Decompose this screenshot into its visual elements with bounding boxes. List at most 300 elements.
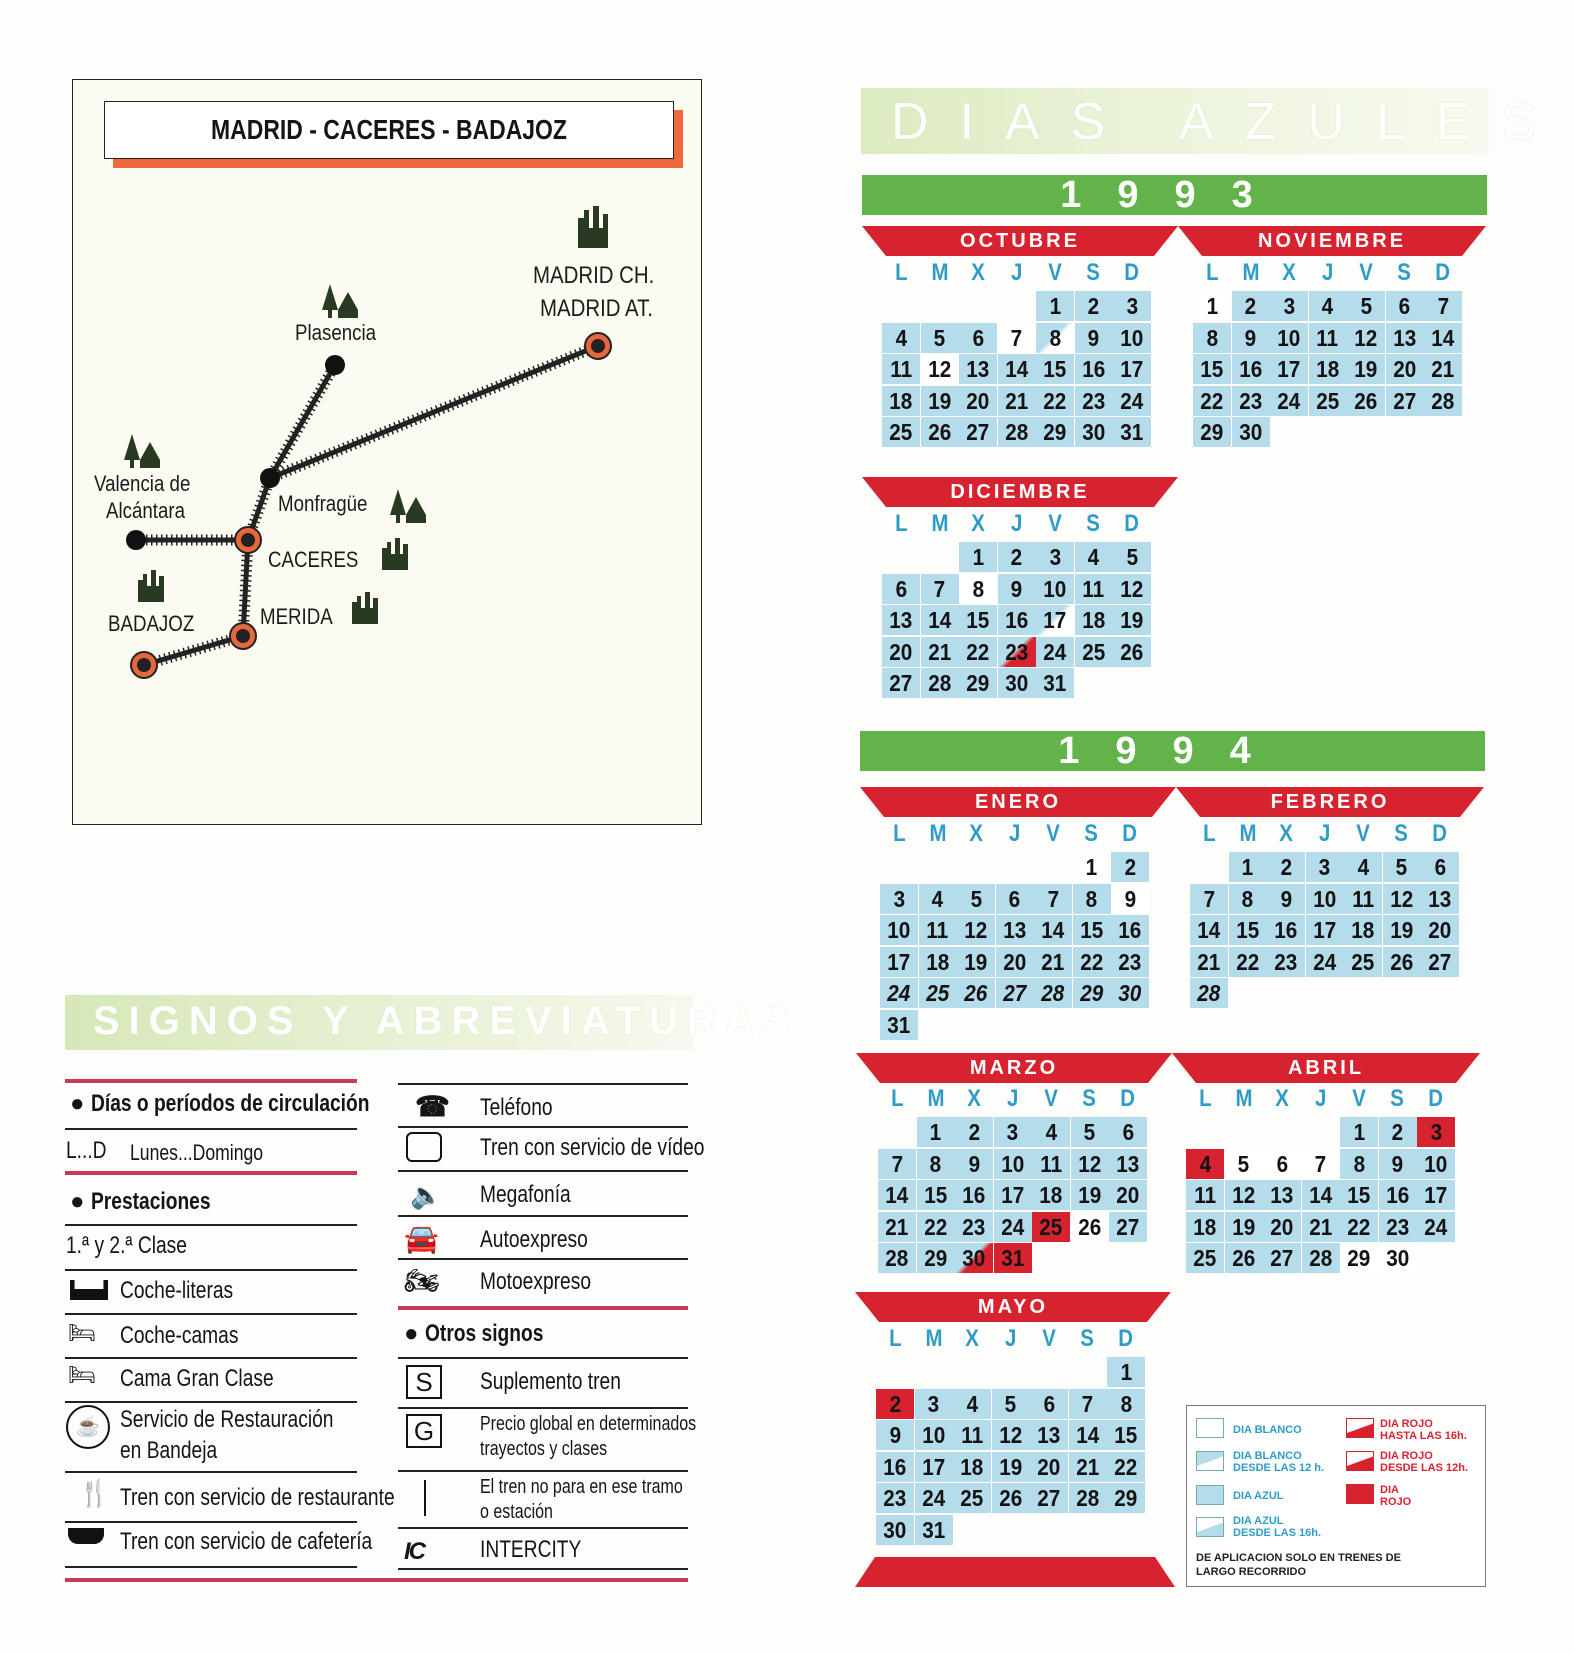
day-cell: 1 <box>1340 1117 1378 1147</box>
place-badajoz: BADAJOZ <box>108 611 195 636</box>
day-cell: 31 <box>880 1010 918 1040</box>
day-cell: 15 <box>959 605 997 635</box>
day-cell: 16 <box>876 1452 914 1482</box>
day-cell: 20 <box>959 386 997 416</box>
row-no-para: El tren no para en ese tramo <box>480 1476 683 1498</box>
weekday-header: L <box>894 510 908 537</box>
month-abril: ABRIL <box>1172 1053 1480 1083</box>
place-valencia: Valencia de <box>94 471 191 496</box>
day-cell: 21 <box>1034 947 1072 977</box>
day-cell: 2 <box>1379 1117 1417 1147</box>
day-cell: 24 <box>1417 1212 1455 1242</box>
day-cell: 19 <box>921 386 959 416</box>
row-literas: Coche-literas <box>120 1277 234 1304</box>
day-cell: 4 <box>1344 852 1382 882</box>
day-cell: 21 <box>998 386 1036 416</box>
day-cell: 7 <box>1424 291 1462 321</box>
day-cell: 2 <box>1075 291 1113 321</box>
day-cell: 13 <box>882 605 920 635</box>
weekday-header: D <box>1122 820 1138 847</box>
day-cell: 12 <box>1113 574 1151 604</box>
weekday-header: J <box>1008 820 1021 847</box>
day-cell: 28 <box>998 417 1036 447</box>
day-cell: 4 <box>919 884 957 914</box>
speaker-icon: 🔈 <box>410 1180 443 1210</box>
day-cell: 5 <box>992 1389 1030 1419</box>
weekday-header: M <box>929 820 946 847</box>
row-intercity: INTERCITY <box>480 1536 582 1563</box>
day-cell: 20 <box>1109 1180 1147 1210</box>
day-cell: 15 <box>1340 1180 1378 1210</box>
day-cell: 9 <box>1379 1149 1417 1179</box>
day-cell: 21 <box>1302 1212 1340 1242</box>
day-cell: 7 <box>1069 1389 1107 1419</box>
day-cell: 26 <box>921 417 959 447</box>
day-cell: 5 <box>957 884 995 914</box>
place-plasencia: Plasencia <box>295 320 377 345</box>
row-restaurante: Tren con servicio de restaurante <box>120 1484 395 1511</box>
day-cell: 31 <box>1113 417 1151 447</box>
weekday-header: S <box>1394 820 1409 847</box>
day-cell: 13 <box>1109 1149 1147 1179</box>
day-cell: 15 <box>1073 915 1111 945</box>
day-cell: 24 <box>994 1212 1032 1242</box>
weekday-header: V <box>1046 820 1060 847</box>
day-cell: 17 <box>1036 605 1074 635</box>
day-cell: 27 <box>882 668 920 698</box>
tray-service-icon: ☕ <box>66 1405 110 1449</box>
signos-title: SIGNOS Y ABREVIATURAS <box>65 995 693 1050</box>
row-telefono: Teléfono <box>480 1094 553 1121</box>
weekday-header: J <box>1010 259 1023 286</box>
day-cell: 14 <box>1069 1420 1107 1450</box>
weekday-header: S <box>1086 259 1101 286</box>
day-cell: 9 <box>955 1149 993 1179</box>
day-cell: 14 <box>1190 915 1228 945</box>
day-cell: 5 <box>1225 1149 1263 1179</box>
weekday-header: L <box>892 820 906 847</box>
day-cell: 6 <box>959 323 997 353</box>
day-cell: 6 <box>1030 1389 1068 1419</box>
weekday-header: V <box>1356 820 1370 847</box>
row-clase: 1.ª y 2.ª Clase <box>66 1232 187 1259</box>
weekday-header: S <box>1084 820 1099 847</box>
weekday-header: L <box>1205 259 1219 286</box>
day-cell: 8 <box>1340 1149 1378 1179</box>
day-cell: 29 <box>1107 1483 1145 1513</box>
day-cell: 11 <box>1032 1149 1070 1179</box>
swatch-rojo <box>1346 1484 1374 1504</box>
weekday-header: X <box>1279 820 1293 847</box>
weekday-header: J <box>1010 510 1023 537</box>
day-cell: 3 <box>1306 852 1344 882</box>
day-cell: 16 <box>1267 915 1305 945</box>
day-cell: 18 <box>1309 354 1347 384</box>
restaurant-icon: 🍴 <box>78 1478 111 1508</box>
day-cell: 27 <box>1421 947 1459 977</box>
day-cell: 20 <box>1386 354 1424 384</box>
day-cell: 22 <box>1229 947 1267 977</box>
day-cell: 28 <box>1034 978 1072 1008</box>
day-cell: 14 <box>1302 1180 1340 1210</box>
day-cell: 26 <box>992 1483 1030 1513</box>
day-cell: 26 <box>957 978 995 1008</box>
swatch-blanco-12 <box>1196 1451 1224 1471</box>
day-cell: 17 <box>1113 354 1151 384</box>
day-cell: 18 <box>1032 1180 1070 1210</box>
weekday-header: D <box>1118 1325 1134 1352</box>
day-cell: 7 <box>998 323 1036 353</box>
month-mayo: MAYO <box>855 1292 1171 1322</box>
day-cell: 12 <box>1383 884 1421 914</box>
day-cell: 17 <box>1270 354 1308 384</box>
day-cell: 14 <box>921 605 959 635</box>
day-cell: 11 <box>919 915 957 945</box>
day-cell: 22 <box>959 637 997 667</box>
year-1994: 1994 <box>860 731 1485 771</box>
day-cell: 25 <box>882 417 920 447</box>
day-cell: 25 <box>1344 947 1382 977</box>
day-cell: 7 <box>878 1149 916 1179</box>
day-cell: 25 <box>1309 386 1347 416</box>
weekday-header: J <box>1006 1085 1019 1112</box>
weekday-header: X <box>971 510 985 537</box>
day-cell: 25 <box>953 1483 991 1513</box>
day-cell: 26 <box>1347 386 1385 416</box>
day-cell: 19 <box>1383 915 1421 945</box>
day-cell: 30 <box>876 1515 914 1545</box>
day-cell: 29 <box>1340 1243 1378 1273</box>
day-cell: 29 <box>1036 417 1074 447</box>
day-cell: 2 <box>955 1117 993 1147</box>
row-lunes: L...D <box>66 1137 107 1164</box>
day-cell: 15 <box>1229 915 1267 945</box>
day-cell: 28 <box>1069 1483 1107 1513</box>
day-cell: 19 <box>1225 1212 1263 1242</box>
day-cell: 26 <box>1113 637 1151 667</box>
day-cell: 1 <box>1073 852 1111 882</box>
day-cell: 14 <box>878 1180 916 1210</box>
day-cell: 15 <box>917 1180 955 1210</box>
day-cell: 18 <box>1344 915 1382 945</box>
weekday-header: V <box>1044 1085 1058 1112</box>
weekday-header: X <box>965 1325 979 1352</box>
day-cell: 22 <box>1107 1452 1145 1482</box>
weekday-header: M <box>1242 259 1259 286</box>
day-cell: 9 <box>876 1420 914 1450</box>
day-cell: 25 <box>1186 1243 1224 1273</box>
day-cell: 6 <box>1109 1117 1147 1147</box>
weekday-header: V <box>1352 1085 1366 1112</box>
day-cell: 21 <box>921 637 959 667</box>
day-cell: 18 <box>882 386 920 416</box>
sleeping-car-icon: 🛏 <box>68 1320 96 1345</box>
day-cell: 11 <box>1186 1180 1224 1210</box>
day-cell: 6 <box>882 574 920 604</box>
row-suplemento: Suplemento tren <box>480 1368 621 1395</box>
day-cell: 16 <box>998 605 1036 635</box>
day-cell: 3 <box>1036 542 1074 572</box>
day-cell: 28 <box>1190 978 1228 1008</box>
day-cell: 19 <box>957 947 995 977</box>
weekday-header: D <box>1120 1085 1136 1112</box>
weekday-header: X <box>969 820 983 847</box>
legend-note: DE APLICACION SOLO EN TRENES DE <box>1196 1552 1401 1564</box>
day-cell: 2 <box>1232 291 1270 321</box>
day-cell: 8 <box>1073 884 1111 914</box>
cafeteria-icon <box>68 1528 104 1544</box>
day-cell: 4 <box>1186 1149 1224 1179</box>
day-cell: 14 <box>1424 323 1462 353</box>
weekday-header: V <box>1048 510 1062 537</box>
day-cell: 1 <box>1229 852 1267 882</box>
day-cell: 7 <box>1302 1149 1340 1179</box>
weekday-header: S <box>1086 510 1101 537</box>
day-cell: 30 <box>1232 417 1270 447</box>
day-cell: 3 <box>915 1389 953 1419</box>
day-cell: 13 <box>1263 1180 1301 1210</box>
day-cell: 12 <box>1347 323 1385 353</box>
day-cell: 8 <box>1229 884 1267 914</box>
day-cell: 22 <box>1340 1212 1378 1242</box>
day-cell: 8 <box>1193 323 1231 353</box>
day-cell: 1 <box>1193 291 1231 321</box>
day-cell: 23 <box>1111 947 1149 977</box>
day-cell: 25 <box>919 978 957 1008</box>
row-autoexpreso: Autoexpreso <box>480 1226 588 1253</box>
day-cell: 23 <box>1379 1212 1417 1242</box>
day-cell: 27 <box>1109 1212 1147 1242</box>
day-cell: 20 <box>1030 1452 1068 1482</box>
day-cell: 8 <box>1036 323 1074 353</box>
day-cell: 1 <box>917 1117 955 1147</box>
place-madrid-at: MADRID AT. <box>540 295 653 322</box>
swatch-rojo-16 <box>1346 1418 1374 1438</box>
day-cell: 10 <box>1113 323 1151 353</box>
place-merida: MERIDA <box>260 604 333 629</box>
month-enero: ENERO <box>860 787 1176 817</box>
weekday-header: M <box>931 510 948 537</box>
day-cell: 2 <box>998 542 1036 572</box>
day-cell: 11 <box>882 354 920 384</box>
day-cell: 19 <box>1347 354 1385 384</box>
day-cell: 10 <box>1036 574 1074 604</box>
day-cell: 12 <box>992 1420 1030 1450</box>
row-video: Tren con servicio de vídeo <box>480 1134 705 1161</box>
day-cell: 6 <box>1386 291 1424 321</box>
day-cell: 23 <box>1075 386 1113 416</box>
day-cell: 28 <box>921 668 959 698</box>
intercity-icon: IC <box>404 1538 424 1565</box>
day-cell: 24 <box>880 978 918 1008</box>
day-cell: 6 <box>1263 1149 1301 1179</box>
day-cell: 17 <box>1417 1180 1455 1210</box>
day-cell: 18 <box>953 1452 991 1482</box>
day-cell: 27 <box>1386 386 1424 416</box>
day-cell: 5 <box>1113 542 1151 572</box>
day-cell: 5 <box>1347 291 1385 321</box>
day-cell: 22 <box>917 1212 955 1242</box>
day-cell: 18 <box>1075 605 1113 635</box>
weekday-header: X <box>1275 1085 1289 1112</box>
day-cell: 17 <box>880 947 918 977</box>
day-cell: 24 <box>1270 386 1308 416</box>
day-cell: 11 <box>953 1420 991 1450</box>
day-cell: 16 <box>1379 1180 1417 1210</box>
row-megafonia: Megafonía <box>480 1181 571 1208</box>
month-marzo: MARZO <box>856 1053 1172 1083</box>
row-gran-clase: Cama Gran Clase <box>120 1365 274 1392</box>
day-cell: 29 <box>1073 978 1111 1008</box>
day-cell: 20 <box>1421 915 1459 945</box>
day-cell: 8 <box>1107 1389 1145 1419</box>
day-cell: 21 <box>1069 1452 1107 1482</box>
row-precio: Precio global en determinados <box>480 1413 697 1435</box>
telephone-icon: ☎ <box>415 1091 450 1122</box>
day-cell: 3 <box>1270 291 1308 321</box>
weekday-header: J <box>1318 820 1331 847</box>
day-cell: 17 <box>915 1452 953 1482</box>
swatch-azul-16 <box>1196 1517 1224 1537</box>
weekday-header: S <box>1080 1325 1095 1352</box>
dias-azules-title: DIAS AZULES <box>861 88 1489 154</box>
day-cell: 6 <box>996 884 1034 914</box>
day-cell: 4 <box>1075 542 1113 572</box>
place-madrid-ch: MADRID CH. <box>533 262 655 289</box>
day-cell: 10 <box>1417 1149 1455 1179</box>
day-cell: 29 <box>959 668 997 698</box>
day-cell: 22 <box>1073 947 1111 977</box>
day-cell: 24 <box>1113 386 1151 416</box>
day-cell: 7 <box>1190 884 1228 914</box>
day-cell: 25 <box>1075 637 1113 667</box>
day-cell: 21 <box>878 1212 916 1242</box>
day-cell: 2 <box>1111 852 1149 882</box>
day-cell: 19 <box>1071 1180 1109 1210</box>
day-cell: 1 <box>1107 1357 1145 1387</box>
day-cell: 6 <box>1421 852 1459 882</box>
weekday-header: X <box>971 259 985 286</box>
couchette-icon <box>70 1280 108 1300</box>
day-cell: 28 <box>1302 1243 1340 1273</box>
day-cell: 29 <box>1193 417 1231 447</box>
day-cell: 15 <box>1036 354 1074 384</box>
day-cell: 22 <box>1036 386 1074 416</box>
day-cell: 16 <box>1111 915 1149 945</box>
day-cell: 27 <box>959 417 997 447</box>
day-cell: 7 <box>1034 884 1072 914</box>
weekday-header: L <box>1198 1085 1212 1112</box>
day-cell: 12 <box>921 354 959 384</box>
day-cell: 4 <box>882 323 920 353</box>
day-cell: 30 <box>1379 1243 1417 1273</box>
row-bandeja: Servicio de Restauración <box>120 1406 334 1433</box>
day-cell: 23 <box>876 1483 914 1513</box>
day-cell: 12 <box>1225 1180 1263 1210</box>
weekday-header: L <box>1202 820 1216 847</box>
heading-otros: ● Otros signos <box>404 1320 544 1347</box>
weekday-header: S <box>1390 1085 1405 1112</box>
day-cell: 2 <box>876 1389 914 1419</box>
motorbike-train-icon: 🏍 <box>404 1265 440 1296</box>
g-code: G <box>406 1414 442 1448</box>
weekday-header: L <box>894 259 908 286</box>
weekday-header: J <box>1004 1325 1017 1352</box>
day-cell: 8 <box>917 1149 955 1179</box>
month-noviembre: NOVIEMBRE <box>1178 226 1486 256</box>
day-cell: 15 <box>1107 1420 1145 1450</box>
weekday-header: S <box>1082 1085 1097 1112</box>
day-cell: 31 <box>1036 668 1074 698</box>
day-cell: 10 <box>994 1149 1032 1179</box>
day-cell: 11 <box>1075 574 1113 604</box>
day-cell: 3 <box>1113 291 1151 321</box>
day-cell: 31 <box>994 1243 1032 1273</box>
day-cell: 27 <box>996 978 1034 1008</box>
video-icon <box>406 1132 442 1162</box>
weekday-header: D <box>1435 259 1451 286</box>
day-cell: 27 <box>1263 1243 1301 1273</box>
weekday-header: M <box>931 259 948 286</box>
day-cell: 23 <box>998 637 1036 667</box>
day-cell: 26 <box>1225 1243 1263 1273</box>
place-caceres: CACERES <box>268 547 359 572</box>
day-cell: 9 <box>998 574 1036 604</box>
day-cell: 13 <box>1030 1420 1068 1450</box>
weekday-header: V <box>1048 259 1062 286</box>
day-cell: 19 <box>992 1452 1030 1482</box>
day-cell: 9 <box>1075 323 1113 353</box>
weekday-header: D <box>1124 259 1140 286</box>
month-octubre: OCTUBRE <box>862 226 1178 256</box>
day-cell: 9 <box>1232 323 1270 353</box>
day-cell: 24 <box>1036 637 1074 667</box>
day-cell: 9 <box>1267 884 1305 914</box>
day-cell: 30 <box>1111 978 1149 1008</box>
row-camas: Coche-camas <box>120 1322 239 1349</box>
day-cell: 10 <box>880 915 918 945</box>
s-code: S <box>406 1365 442 1399</box>
day-cell: 16 <box>955 1180 993 1210</box>
day-cell: 14 <box>998 354 1036 384</box>
day-cell: 13 <box>1386 323 1424 353</box>
day-cell: 5 <box>921 323 959 353</box>
day-cell: 7 <box>921 574 959 604</box>
day-cell: 2 <box>1267 852 1305 882</box>
day-cell: 30 <box>955 1243 993 1273</box>
row-cafeteria: Tren con servicio de cafetería <box>120 1528 373 1555</box>
day-cell: 13 <box>996 915 1034 945</box>
car-train-icon: 🚘 <box>404 1223 439 1254</box>
weekday-header: D <box>1124 510 1140 537</box>
weekday-header: X <box>967 1085 981 1112</box>
day-cell: 12 <box>1071 1149 1109 1179</box>
no-stop-icon <box>424 1480 426 1516</box>
day-cell: 21 <box>1424 354 1462 384</box>
swatch-rojo-12 <box>1346 1451 1374 1471</box>
year-1993: 1993 <box>862 175 1487 215</box>
day-cell: 23 <box>1232 386 1270 416</box>
day-cell: 4 <box>1309 291 1347 321</box>
day-cell: 3 <box>880 884 918 914</box>
day-cell: 14 <box>1034 915 1072 945</box>
month-diciembre: DICIEMBRE <box>862 477 1178 507</box>
weekday-header: J <box>1321 259 1334 286</box>
weekday-header: L <box>890 1085 904 1112</box>
weekday-header: V <box>1359 259 1373 286</box>
day-cell: 22 <box>1193 386 1231 416</box>
day-cell: 25 <box>1032 1212 1070 1242</box>
